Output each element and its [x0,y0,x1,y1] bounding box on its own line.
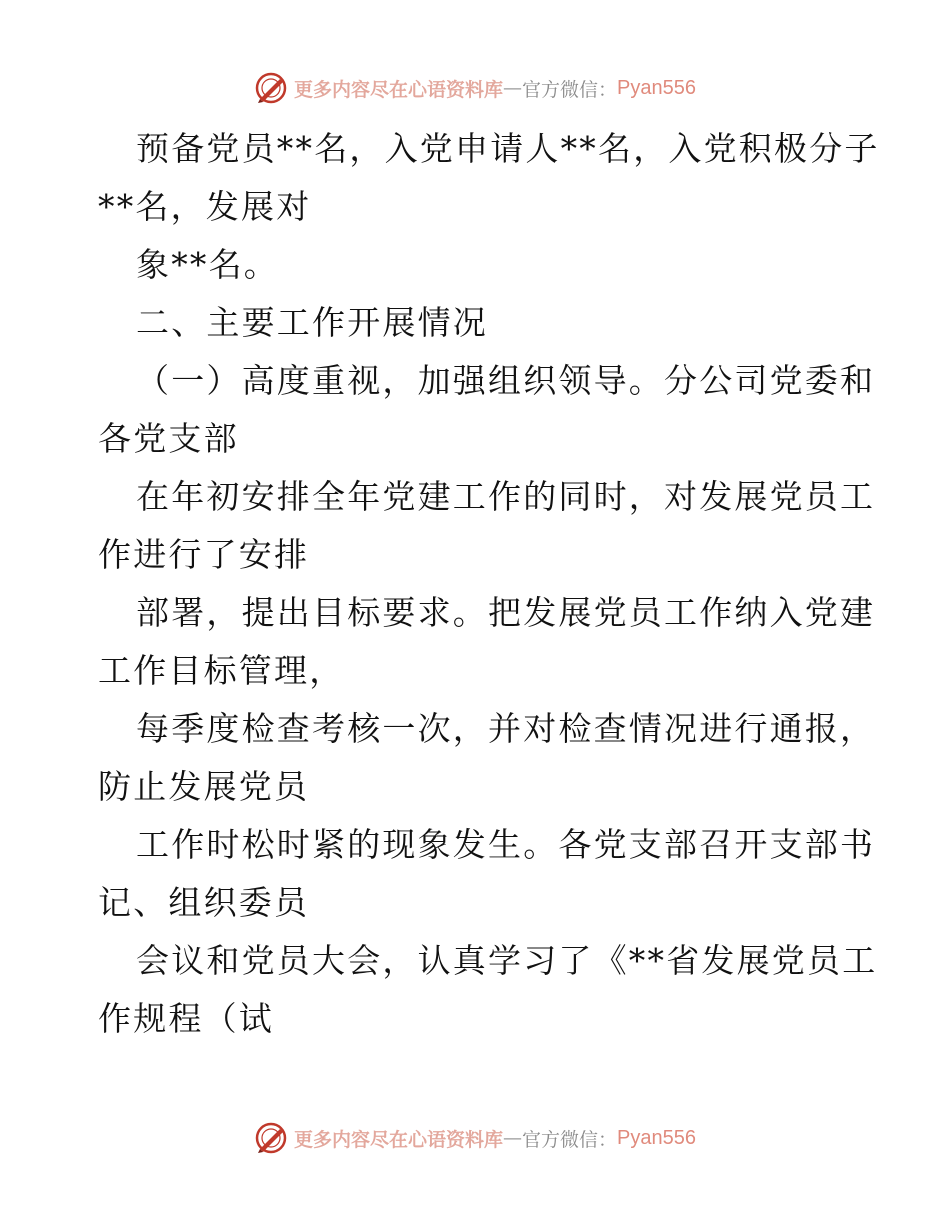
watermark-contact-label: 官方微信： [522,78,618,101]
text-line: 作进行了安排 [98,535,310,574]
watermark-dash: — [503,1127,523,1149]
pen-seal-icon [254,71,288,105]
text-line: 每季度检查考核一次，并对检查情况进行通报， [136,709,876,748]
text-line: 工作时松时紧的现象发生。各党支部召开支部书 [136,825,876,864]
text-line: 会议和党员大会，认真学习了《**省发展党员工 [136,941,878,980]
header-watermark [0,68,950,108]
watermark-contact-label: 官方微信： [522,1128,618,1151]
watermark-contact-id: Pyan556 [617,76,696,99]
watermark-dash: — [503,77,523,99]
watermark-text [294,75,696,102]
text-line: **名，发展对 [98,187,312,226]
watermark-contact-id: Pyan556 [617,1126,696,1149]
text-line: 部署，提出目标要求。把发展党员工作纳入党建 [136,593,876,632]
text-line: 各党支部 [98,419,239,458]
watermark-main: 更多内容尽在心语资料库 [294,1128,504,1151]
document-body [98,120,880,1048]
text-line: 防止发展党员 [98,767,310,806]
watermark-main: 更多内容尽在心语资料库 [294,78,504,101]
watermark-text [294,1125,696,1152]
section-heading: 二、主要工作开展情况 [136,303,488,342]
text-line: 预备党员**名，入党申请人**名，入党积极分子 [136,129,880,168]
text-line: 记、组织委员 [98,883,310,922]
text-line: 在年初安排全年党建工作的同时，对发展党员工 [136,477,876,516]
pen-seal-icon [254,1121,288,1155]
text-line: 作规程（试 [98,999,274,1038]
text-line: 象**名。 [136,245,279,284]
text-line: （一）高度重视，加强组织领导。分公司党委和 [136,361,876,400]
footer-watermark [0,1118,950,1158]
text-line: 工作目标管理， [98,651,345,690]
